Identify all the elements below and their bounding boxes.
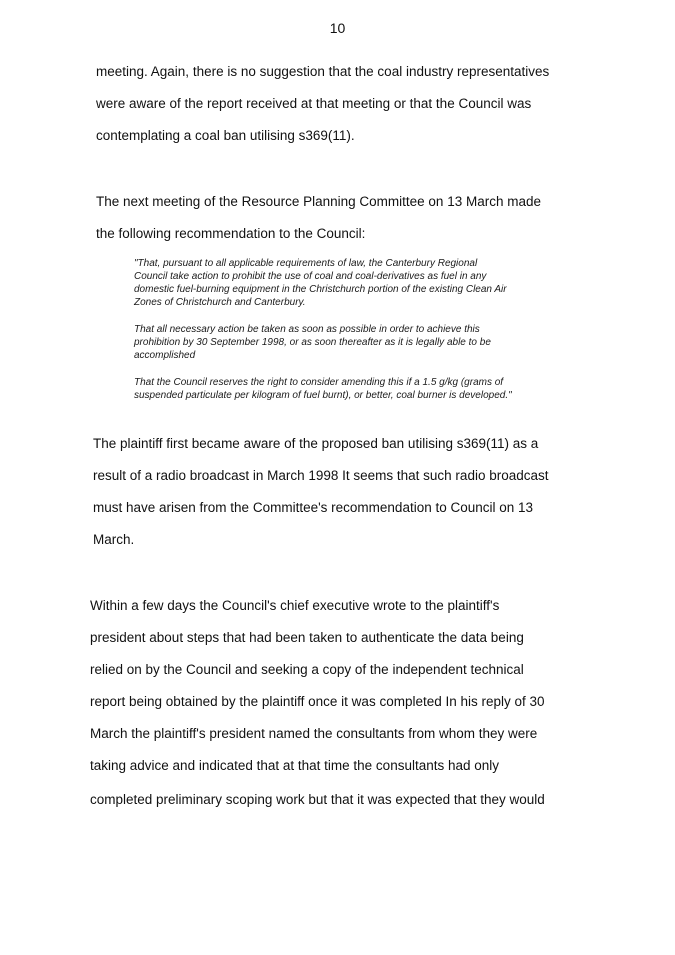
text-line: The next meeting of the Resource Planning Committee on 13 March made xyxy=(96,194,541,209)
text-line: March. xyxy=(93,532,135,547)
quote-line: accomplished xyxy=(134,350,196,361)
text-line: must have arisen from the Committee's recommendation to Council on 13 xyxy=(93,500,534,515)
text-line: taking advice and indicated that at that time the consultants had only xyxy=(90,758,500,773)
quote-line: That the Council reserves the right to consider amending this if a 1.5 g/kg (grams of xyxy=(134,377,504,388)
text-line: were aware of the report received at that meeting or that the Council was xyxy=(96,96,532,111)
text-line: the following recommendation to the Council: xyxy=(96,226,366,241)
text-line: March the plaintiff's president named the consultants from whom they were xyxy=(90,726,538,741)
text-line: result of a radio broadcast in March 1998 It seems that such radio broadcast xyxy=(93,468,549,483)
text-line: relied on by the Council and seeking a copy of the independent technical xyxy=(90,662,524,677)
text-line: president about steps that had been taken to authenticate the data being xyxy=(90,630,524,645)
text-line: report being obtained by the plaintiff once it was completed In his reply of 30 xyxy=(90,694,545,709)
quote-line: Council take action to prohibit the use of coal and coal-derivatives as fuel in any xyxy=(134,271,487,282)
quote-line: Zones of Christchurch and Canterbury. xyxy=(134,297,306,308)
text-line: The plaintiff first became aware of the proposed ban utilising s369(11) as a xyxy=(93,436,539,451)
quote-line: prohibition by 30 September 1998, or as soon thereafter as it is legally able to be xyxy=(134,337,491,348)
page-number: 10 xyxy=(329,20,346,36)
text-line: contemplating a coal ban utilising s369(11). xyxy=(96,128,355,143)
text-line: Within a few days the Council's chief executive wrote to the plaintiff's xyxy=(90,598,500,613)
quote-line: suspended particulate per kilogram of fuel burnt), or better, coal burner is developed." xyxy=(134,390,512,401)
text-line: completed preliminary scoping work but that it was expected that they would xyxy=(90,792,545,807)
quote-line: "That, pursuant to all applicable requirements of law, the Canterbury Regional xyxy=(134,258,478,269)
text-line: meeting. Again, there is no suggestion that the coal industry representatives xyxy=(96,64,550,79)
quote-line: domestic fuel-burning equipment in the Christchurch portion of the existing Clean Air xyxy=(134,284,507,295)
quote-line: That all necessary action be taken as soon as possible in order to achieve this xyxy=(134,324,480,335)
